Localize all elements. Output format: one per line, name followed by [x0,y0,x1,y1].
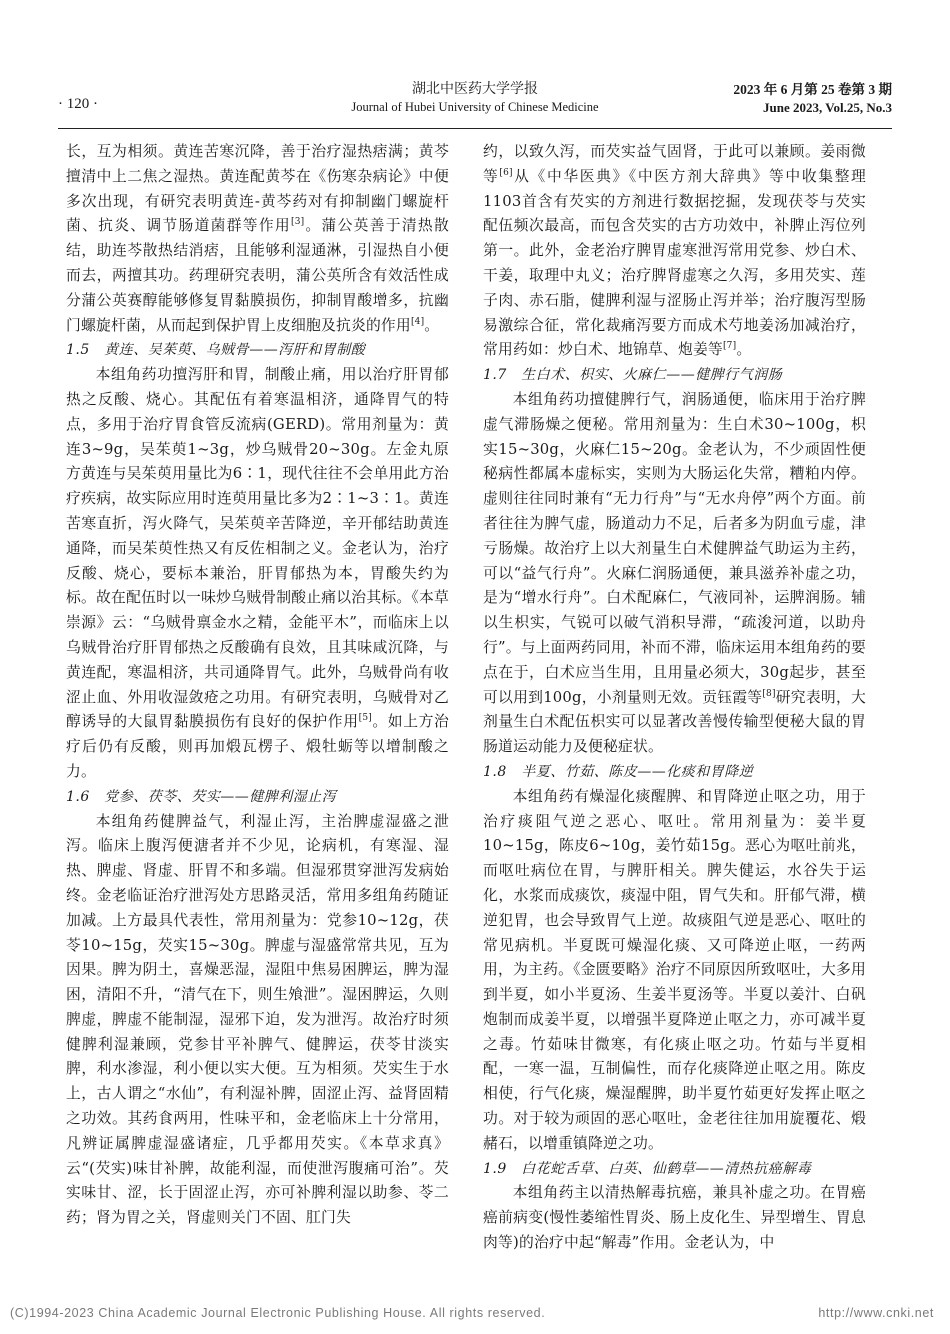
paragraph: 本组角药有燥湿化痰醒脾、和胃降逆止呕之功，用于治疗痰阻气逆之恶心、呕吐。常用剂量为：姜半夏10~15g，陈皮6~10g，姜竹茹15g。恶心为呕吐前兆，而呕吐病位在胃，与脾肝相关。脾失健运，水谷失于运化，水浆而成痰饮，痰湿中阻，胃气失和。肝郁气滞，横逆犯胃，也会导致胃气上逆。故痰阻气逆是恶心、呕吐的常见病机。半夏既可燥湿化痰、又可降逆止呕，一药两用，为主药。《金匮要略》治疗不同原因所致呕吐，大多用到半夏，如小半夏汤、生姜半夏汤等。半夏以姜汁、白矾炮制而成姜半夏，以增强半夏降逆止呕之力，亦可减半夏之毒。竹茹味甘微寒，有化痰止呕之功。竹茹与半夏相配，一寒一温，互制偏性，而存化痰降逆止呕之用。陈皮相使，行气化痰，燥湿醒脾，助半夏竹茹更好发挥止呕之功。对于较为顽固的恶心呕吐，金老往往加用旋覆花、煅赭石，以增重镇降逆之功。 [483,787,866,1152]
copyright-notice: (C)1994-2023 China Academic Journal Electronic Publishing House. All rights reserved. [10,1306,546,1320]
header-rule [58,128,892,129]
paragraph: 本组角药主以清热解毒抗癌，兼具补虚之功。在胃癌癌前病变(慢性萎缩性胃炎、肠上皮化生、异型增生、胃息肉等)的治疗中起“解毒”作用。金老认为，中 [483,1184,866,1252]
page-header [58,76,892,128]
left-column [66,140,449,1231]
citation: [7] [722,341,737,352]
citation: [5] [358,713,372,724]
journal-name-en: Journal of Hubei University of Chinese Medicine [351,100,599,114]
paragraph: 本组角药健脾益气，利湿止泻，主治脾虚湿盛之泄泻。临床上腹泻便溏者并不少见，论病机，有寒湿、湿热、脾虚、肾虚、肝胃不和多端。但湿邪贯穿泄泻发病始终。金老临证治疗泄泻处方思路灵活，常用多组角药随证加减。上方最具代表性，常用剂量为：党参10~12g，茯苓10~15g，芡实15~30g。脾虚与湿盛常常共见，互为因果。脾为阴土，喜燥恶湿，湿阻中焦易困脾运，脾为湿困，清阳不升，“清气在下，则生飧泄”。湿困脾运，久则脾虚，脾虚不能制湿，湿邪下迫，发为泄泻。故治疗时须健脾利湿兼顾，党参甘平补脾气、健脾运，茯苓甘淡实脾，利水渗湿，利小便以实大便。互为相须。芡实生于水上，古人谓之“水仙”，有利湿补脾，固涩止泻、益肾固精之功效。其药食两用，性味平和，金老临床上十分常用，凡辨证属脾虚湿盛诸症，几乎都用芡实。《本草求真》云“(芡实)味甘补脾，故能利湿，而使泄泻腹痛可治”。芡实味甘、涩，长于固涩止泻，亦可补脾利湿以助参、苓二药；肾为胃之关，肾虚则关门不固、肛门失 [66,812,449,1227]
section-heading-1-9: 1.9 白花蛇舌草、白英、仙鹤草——清热抗癌解毒 [483,1160,812,1177]
paragraph: 本组角药功擅健脾行气，润肠通便，临床用于治疗脾虚气滞肠燥之便秘。常用剂量为：生白术30~100g，枳实15~30g，火麻仁15~20g。金老认为，不少顽固性便秘病性都属本虚标实，实则为大肠运化失常，糟粕内停。虚则往往同时兼有“无力行舟”与“无水舟停”两个方面。前者往往为脾气虚，肠道动力不足，后者多为阴血亏虚，津亏肠燥。故治疗上以大剂量生白术健脾益气助运为主药，可以“益气行舟”。火麻仁润肠通便，兼具滋养补虚之功，是为“增水行舟”。白术配麻仁，气液同补，运脾润肠。辅以生枳实，气锐可以破气消积导滞，“疏浚河道，以助舟行”。与上面两药同用，补而不滞，临床运用本组角药的要点在于，白术应当生用，且用量必须大，30g起步，甚至可以用到100g，小剂量则无效。贡钰霞等[8]研究表明，大剂量生白术配伍枳实可以显著改善慢传输型便秘大鼠的胃肠道运动能力及便秘症状。 [483,390,866,756]
right-column [483,140,866,1256]
issue-info-en: June 2023, Vol.25, No.3 [763,100,892,115]
citation: [3] [291,217,305,228]
issue-info-cn: 2023 年 6 月第 25 卷第 3 期 [733,82,892,97]
section-heading-1-7: 1.7 生白术、枳实、火麻仁——健脾行气润肠 [483,367,783,384]
page-footer [10,1306,934,1326]
paragraph: 本组角药功擅泻肝和胃，制酸止痛，用以治疗肝胃郁热之反酸、烧心。其配伍有着寒温相济，通降胃气的特点，多用于治疗胃食管反流病(GERD)。常用剂量为：黄连3~9g，吴茱萸1~3g，炒乌贼骨20~30g。左金丸原方黄连与吴茱萸用量比为6∶1，现代往往不会单用此方治疗疾病，故实际应用时连萸用量比多为2∶1~3∶1。黄连苦寒直折，泻火降气，吴茱萸辛苦降逆，辛开郁结助黄连通降，而吴茱萸性热又有反佐相制之义。金老认为，治疗反酸、烧心，要标本兼治，肝胃郁热为本，胃酸失约为标。故在配伍时以一味炒乌贼骨制酸止痛以治其标。《本草崇源》云：“乌贼骨禀金水之精，金能平木”，而临床上以乌贼骨治疗肝胃郁热之反酸确有良效，且其味咸沉降，与黄连配，寒温相济，共司通降胃气。此外，乌贼骨尚有收涩止血、外用收湿敛疮之功用。有研究表明，乌贼骨对乙醇诱导的大鼠胃黏膜损伤有良好的保护作用[5]。如上方治疗后仍有反酸，则再加煅瓦楞子、煅牡蛎等以增制酸之力。 [66,366,449,780]
journal-name-cn: 湖北中医药大学学报 [412,81,538,97]
section-heading-1-8: 1.8 半夏、竹茹、陈皮——化痰和胃降逆 [483,763,754,780]
citation: [8] [762,688,776,699]
page-number: · 120 · [58,96,98,112]
footer-link[interactable]: http://www.cnki.net [818,1306,934,1320]
paragraph: 约，以致久泻，而芡实益气固肾，于此可以兼顾。姜雨微等[6]从《中华医典》《中医方剂大辞典》等中收集整理1103首含有芡实的方剂进行数据挖掘，发现茯苓与芡实配伍频次最高，而包含芡实的古方功效中，补脾止泻位列第一。此外，金老治疗脾胃虚寒泄泻常用党参、炒白术、干姜，取理中丸义；治疗脾肾虚寒之久泻，多用芡实、莲子肉、赤石脂，健脾利湿与涩肠止泻并举；治疗腹泻型肠易激综合征，常化裁痛泻要方而成术芍地姜汤加减治疗，常用药如：炒白术、地锦草、炮姜等[7]。 [483,143,866,359]
paragraph: 长，互为相须。黄连苦寒沉降，善于治疗湿热痞满；黄芩擅清中上二焦之湿热。黄连配黄芩在《伤寒杂病论》中便多次出现，有研究表明黄连-黄芩药对有抑制幽门螺旋杆菌、抗炎、调节肠道菌群等作用[3]。蒲公英善于清热散结，助连芩散热结消痞，且能够利湿通淋，引湿热自小便而去，两擅其功。药理研究表明，蒲公英所含有效活性成分蒲公英赛醇能够修复胃黏膜损伤，抑制胃酸增多，抗幽门螺旋杆菌，从而起到保护胃上皮细胞及抗炎的作用[4]。 [66,143,449,334]
citation: [4] [410,316,425,327]
citation: [6] [499,167,513,178]
section-heading-1-6: 1.6 党参、茯苓、芡实——健脾利湿止泻 [66,788,337,805]
section-heading-1-5: 1.5 黄连、吴茱萸、乌贼骨——泻肝和胃制酸 [66,342,366,359]
